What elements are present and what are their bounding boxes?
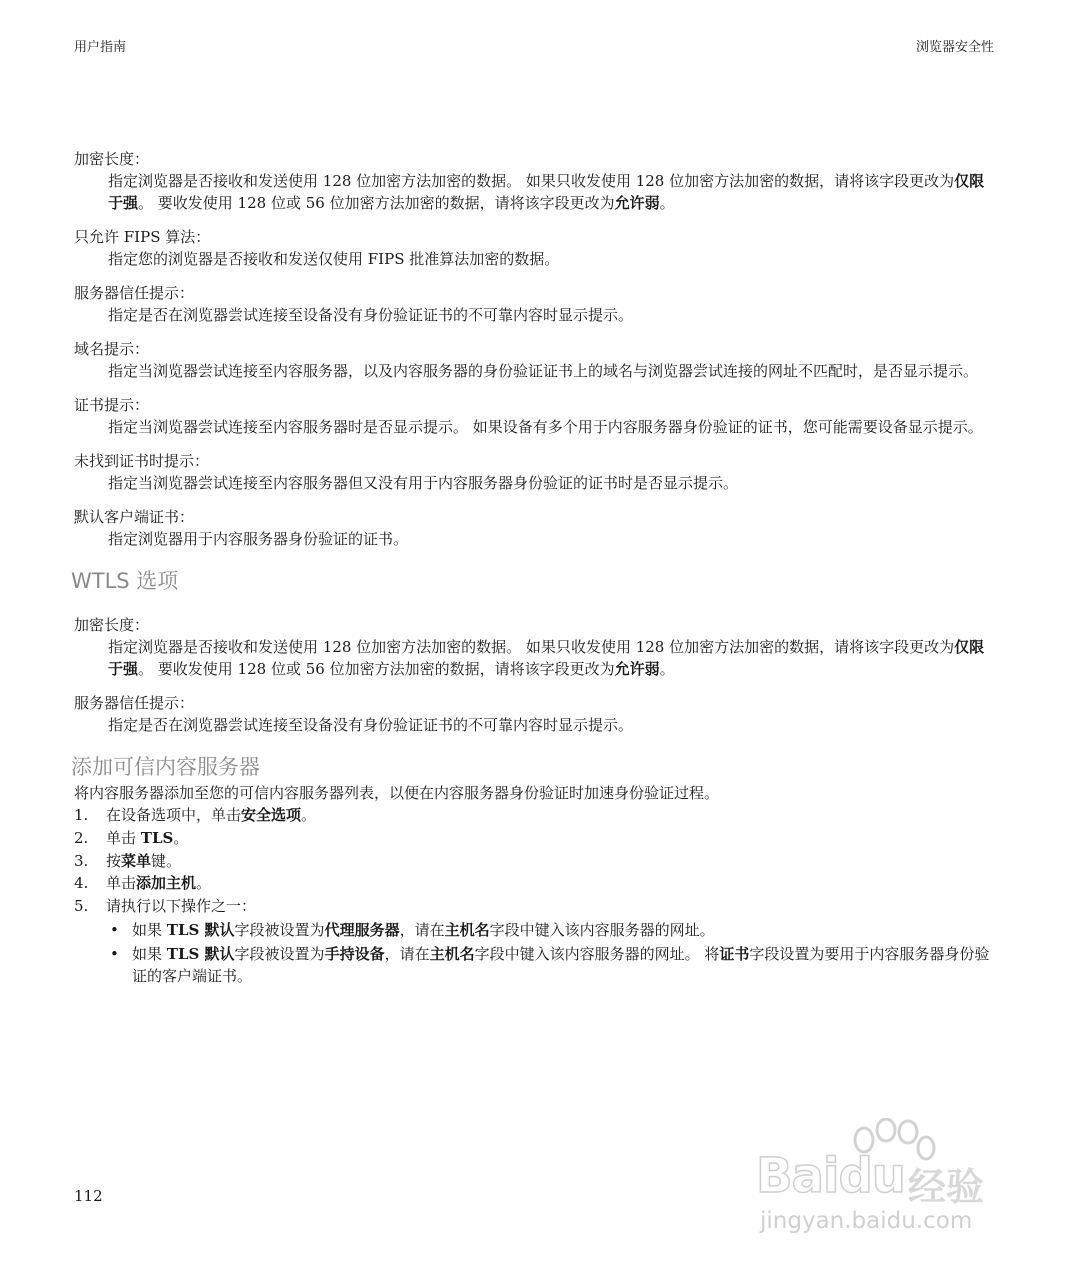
definition-term: 域名提示： (74, 340, 150, 358)
definition-description: 指定浏览器是否接收和发送使用 128 位加密方法加密的数据。 如果只收发使用 128 位加密方法加密的数据，请将该字段更改为仅限于强。 要收发使用 128 位或 56 位加密方法加密的数据，请将该字段更改为允许弱。 (108, 172, 985, 212)
definition-description: 指定当浏览器尝试连接至内容服务器时是否显示提示。 如果设备有多个用于内容服务器身份验证的证书，您可能需要设备显示提示。 (108, 418, 983, 436)
definition-description: 指定是否在浏览器尝试连接至设备没有身份验证证书的不可靠内容时显示提示。 (108, 716, 634, 734)
definition-description: 指定浏览器是否接收和发送使用 128 位加密方法加密的数据。 如果只收发使用 128 位加密方法加密的数据，请将该字段更改为仅限于强。 要收发使用 128 位或 56 位加密方法加密的数据，请将该字段更改为允许弱。 (108, 638, 985, 678)
definition-item (74, 614, 996, 680)
page-content (71, 148, 996, 989)
tls-options-list (74, 148, 996, 550)
watermark-url: jingyan.baidu.com (760, 1208, 973, 1234)
definition-term: 证书提示： (74, 396, 150, 414)
bullet-icon: • (110, 920, 119, 939)
running-header-left: 用户指南 (74, 40, 127, 55)
bullet-icon: • (110, 944, 119, 963)
bullet-item: • 如果 TLS 默认字段被设置为代理服务器，请在主机名字段中键入该内容服务器的网址。 (110, 920, 715, 939)
definition-description: 指定当浏览器尝试连接至内容服务器，以及内容服务器的身份验证证书上的域名与浏览器尝试连接的网址不匹配时，是否显示提示。 (108, 362, 979, 380)
page-number: 112 (74, 1187, 103, 1205)
definition-description: 指定您的浏览器是否接收和发送仅使用 FIPS 批准算法加密的数据。 (108, 250, 560, 268)
step-item: 1. 在设备选项中，单击安全选项。 (74, 806, 317, 824)
definition-item (74, 226, 996, 270)
definition-description: 指定是否在浏览器尝试连接至设备没有身份验证证书的不可靠内容时显示提示。 (108, 306, 634, 324)
definition-item (74, 282, 996, 326)
definition-item (74, 506, 996, 550)
section-intro: 将内容服务器添加至您的可信内容服务器列表，以便在内容服务器身份验证时加速身份验证过程。 (74, 784, 720, 802)
definition-term: 加密长度： (74, 616, 150, 634)
definition-item (74, 148, 996, 214)
definition-item (74, 692, 996, 736)
steps-list (74, 804, 996, 987)
definition-description: 指定当浏览器尝试连接至内容服务器但又没有用于内容服务器身份验证的证书时是否显示提示。 (108, 474, 739, 492)
step-item: 4. 单击添加主机。 (74, 874, 212, 893)
watermark-cn: 经验 (908, 1165, 985, 1209)
definition-term: 服务器信任提示： (74, 694, 195, 712)
running-header-right: 浏览器安全性 (915, 40, 994, 55)
section-title-add-server: 添加可信内容服务器 (71, 755, 260, 779)
step-item: 5. 请执行以下操作之一： • 如果 TLS 默认字段被设置为代理服务器，请在主机名字段中键入该内容服务器的网址。 • 如果 TLS 默认字段被设置为手持设备，请在主机名字段中键入该内容服务器的网址。 将证书字段设置为要用于内容服务器身份验证的客户端证书。 (74, 895, 996, 987)
definition-term: 默认客户端证书： (74, 508, 195, 526)
definition-item (74, 450, 996, 494)
wtls-options-list (74, 614, 996, 736)
definition-term: 服务器信任提示： (74, 284, 195, 302)
definition-item (74, 394, 996, 438)
step-item: 3. 按菜单键。 (74, 851, 182, 870)
definition-item (74, 338, 996, 382)
definition-term: 只允许 FIPS 算法： (74, 228, 211, 246)
definition-term: 未找到证书时提示： (74, 452, 210, 470)
sub-options-list (106, 919, 996, 987)
watermark-brand: Baidu (756, 1148, 905, 1204)
baidu-watermark (748, 1118, 1008, 1242)
definition-description: 指定浏览器用于内容服务器身份验证的证书。 (108, 530, 409, 548)
step-item: 2. 单击 TLS。 (74, 828, 189, 847)
section-title-wtls: WTLS 选项 (71, 569, 179, 593)
definition-term: 加密长度： (74, 150, 150, 168)
bullet-item: • 如果 TLS 默认字段被设置为手持设备，请在主机名字段中键入该内容服务器的网址。 将证书字段设置为要用于内容服务器身份验证的客户端证书。 (110, 944, 990, 985)
